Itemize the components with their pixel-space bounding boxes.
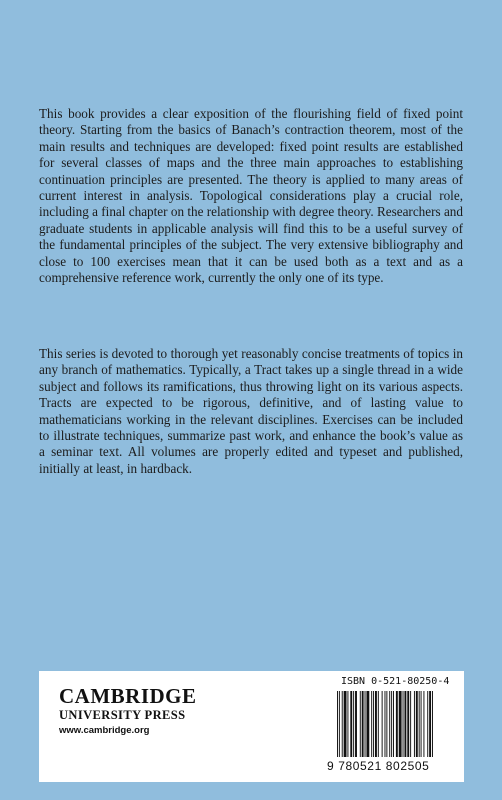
barcode-digits: 9 780521 802505 [327,759,430,773]
book-description-paragraph: This book provides a clear exposition of the flourishing field of fixed point theory. Starting from the basics of Banach’s contraction theorem, most of the main results and techniques are developed: fixed point results are established for several classes of maps and the three main approaches to establishing continuation principles are presented. The theory is applied to many areas of current interest in analysis. Topological considerations play a crucial role, including a final chapter on the relationship with degree theory. Researchers and graduate students in applicable analysis will find this to be a useful survey of the fundamental principles of the subject. The very extensive bibliography and close to 100 exercises mean that it can be used both as a text and as a comprehensive reference work, currently the only one of its type. [39,106,463,286]
publisher-url: www.cambridge.org [59,725,150,736]
publisher-logo-name: CAMBRIDGE [59,684,197,708]
publisher-logo-subtitle: UNIVERSITY PRESS [59,708,186,722]
publisher-barcode-panel [39,671,464,782]
series-description-paragraph: This series is devoted to thorough yet reasonably concise treatments of topics in any branch of mathematics. Typically, a Tract takes up a single thread in a wide subject and follows its ramifications, thus throwing light on its various aspects. Tracts are expected to be rigorous, definitive, and of lasting value to mathematicians working in the relevant disciplines. Exercises can be included to illustrate techniques, summarize past work, and enhance the book’s value as a seminar text. All volumes are properly edited and typeset and published, initially at least, in hardback. [39,346,463,476]
barcode-icon [337,691,459,757]
isbn-label: ISBN 0-521-80250-4 [341,676,450,687]
